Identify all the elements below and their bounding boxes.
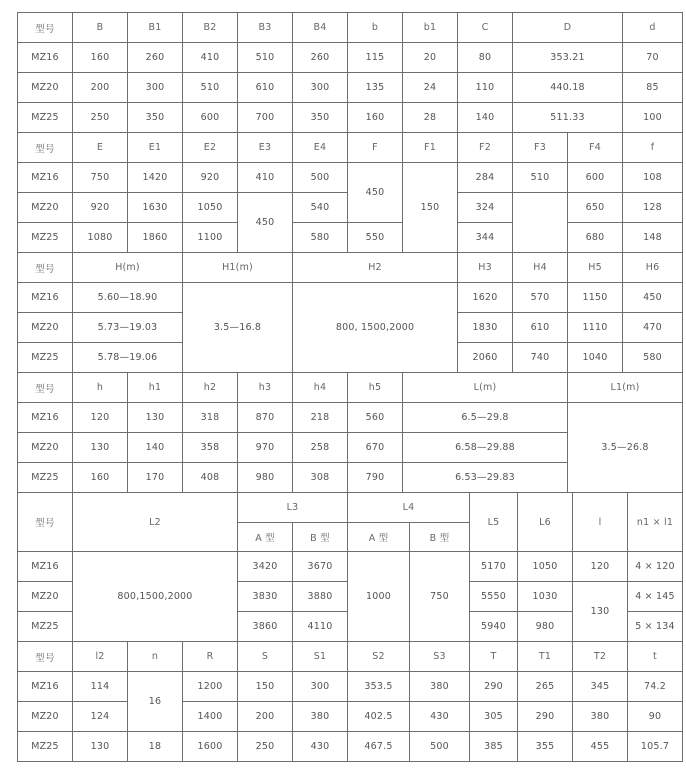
data-cell: 1050 [183, 193, 238, 223]
subheader-cell: A 型 [238, 523, 293, 552]
data-cell: 260 [293, 43, 348, 73]
data-cell: 450 [238, 193, 293, 253]
header-cell: l2 [73, 642, 128, 672]
table-row [18, 103, 683, 133]
header-cell: n1 × l1 [628, 493, 683, 552]
header-cell: B2 [183, 13, 238, 43]
subheader-cell: B 型 [293, 523, 348, 552]
data-cell: 450 [623, 283, 683, 313]
model-cell: MZ20 [18, 582, 73, 612]
data-cell: 20 [403, 43, 458, 73]
data-cell: 4 × 120 [628, 552, 683, 582]
spec-table-e [17, 132, 683, 253]
data-cell: 305 [470, 702, 518, 732]
model-cell: MZ20 [18, 193, 73, 223]
data-cell: 284 [458, 163, 513, 193]
header-cell: H6 [623, 253, 683, 283]
data-cell: 108 [623, 163, 683, 193]
data-cell: 345 [573, 672, 628, 702]
data-cell: 1830 [458, 313, 513, 343]
header-cell: B3 [238, 13, 293, 43]
model-cell: MZ25 [18, 463, 73, 493]
table-row [18, 702, 683, 732]
header-cell: 型号 [18, 642, 73, 672]
data-cell: 80 [458, 43, 513, 73]
data-cell: 1000 [348, 552, 410, 642]
data-cell: 358 [183, 433, 238, 463]
data-cell: 250 [73, 103, 128, 133]
spec-table-l [17, 492, 683, 642]
model-cell: MZ16 [18, 43, 73, 73]
header-row [18, 133, 683, 163]
data-cell: 510 [238, 43, 293, 73]
header-row [18, 373, 683, 403]
header-cell: F [348, 133, 403, 163]
header-cell: D [513, 13, 623, 43]
data-cell: 140 [128, 433, 183, 463]
data-cell: 560 [348, 403, 403, 433]
data-cell: 290 [470, 672, 518, 702]
data-cell: 3.5—26.8 [568, 403, 683, 493]
data-cell: 800,1500,2000 [73, 552, 238, 642]
header-cell: L1(m) [568, 373, 683, 403]
header-row [18, 253, 683, 283]
data-cell: 350 [293, 103, 348, 133]
data-cell: 740 [513, 343, 568, 373]
data-cell: 260 [128, 43, 183, 73]
header-cell: S1 [293, 642, 348, 672]
data-cell: 570 [513, 283, 568, 313]
data-cell: 670 [348, 433, 403, 463]
data-cell: 540 [293, 193, 348, 223]
data-cell: 1620 [458, 283, 513, 313]
data-cell: 1150 [568, 283, 623, 313]
header-cell: B1 [128, 13, 183, 43]
header-row [18, 493, 683, 523]
data-cell: 6.58—29.88 [403, 433, 568, 463]
model-cell: MZ25 [18, 612, 73, 642]
model-cell: MZ16 [18, 163, 73, 193]
data-cell: 3420 [238, 552, 293, 582]
data-cell: 85 [623, 73, 683, 103]
data-cell: 5940 [470, 612, 518, 642]
data-cell: 1030 [518, 582, 573, 612]
data-cell: 90 [628, 702, 683, 732]
data-cell: 140 [458, 103, 513, 133]
data-cell: 5.73—19.03 [73, 313, 183, 343]
header-cell: h4 [293, 373, 348, 403]
data-cell: 3860 [238, 612, 293, 642]
data-cell: 300 [128, 73, 183, 103]
data-cell: 148 [623, 223, 683, 253]
data-cell: 1400 [183, 702, 238, 732]
data-cell: 870 [238, 403, 293, 433]
header-cell: 型号 [18, 493, 73, 552]
data-cell: 510 [513, 163, 568, 193]
data-cell: 750 [410, 552, 470, 642]
header-cell: E [73, 133, 128, 163]
header-row [18, 13, 683, 43]
header-cell: S2 [348, 642, 410, 672]
spec-table-h-small [17, 372, 683, 493]
model-cell: MZ16 [18, 672, 73, 702]
data-cell: 1050 [518, 552, 573, 582]
table-row [18, 283, 683, 313]
header-cell: T [470, 642, 518, 672]
data-cell: 100 [623, 103, 683, 133]
data-cell: 440.18 [513, 73, 623, 103]
header-cell: 型号 [18, 253, 73, 283]
data-cell: 130 [73, 732, 128, 762]
data-cell: 6.5—29.8 [403, 403, 568, 433]
spec-table-h [17, 252, 683, 373]
table-row [18, 672, 683, 702]
data-cell: 700 [238, 103, 293, 133]
data-cell: 790 [348, 463, 403, 493]
header-cell: F1 [403, 133, 458, 163]
header-cell: L5 [470, 493, 518, 552]
data-cell: 920 [73, 193, 128, 223]
data-cell: 800, 1500,2000 [293, 283, 458, 373]
header-cell: T1 [518, 642, 573, 672]
header-row [18, 642, 683, 672]
spec-table-b [17, 12, 683, 133]
table-row [18, 43, 683, 73]
header-cell: L3 [238, 493, 348, 523]
data-cell: 324 [458, 193, 513, 223]
data-cell: 6.53—29.83 [403, 463, 568, 493]
model-cell: MZ20 [18, 73, 73, 103]
header-cell: F2 [458, 133, 513, 163]
data-cell: 5.78—19.06 [73, 343, 183, 373]
header-cell: h3 [238, 373, 293, 403]
data-cell: 408 [183, 463, 238, 493]
model-cell: MZ20 [18, 313, 73, 343]
header-cell: H1(m) [183, 253, 293, 283]
table-row [18, 223, 683, 253]
table-row [18, 403, 683, 433]
data-cell: 200 [238, 702, 293, 732]
data-cell: 200 [73, 73, 128, 103]
header-cell: n [128, 642, 183, 672]
data-cell: 1080 [73, 223, 128, 253]
table-row [18, 732, 683, 762]
data-cell: 650 [568, 193, 623, 223]
data-cell: 16 [128, 672, 183, 732]
data-cell: 3.5—16.8 [183, 283, 293, 373]
model-cell: MZ16 [18, 552, 73, 582]
data-cell: 1110 [568, 313, 623, 343]
data-cell: 410 [238, 163, 293, 193]
data-cell: 250 [238, 732, 293, 762]
data-cell: 4110 [293, 612, 348, 642]
data-cell: 1200 [183, 672, 238, 702]
header-cell: L(m) [403, 373, 568, 403]
data-cell: 600 [183, 103, 238, 133]
data-cell: 380 [293, 702, 348, 732]
model-cell: MZ25 [18, 103, 73, 133]
data-cell: 550 [348, 223, 403, 253]
header-cell: d [623, 13, 683, 43]
model-cell: MZ16 [18, 283, 73, 313]
spec-table-s [17, 641, 683, 762]
header-cell: S3 [410, 642, 470, 672]
header-cell: L6 [518, 493, 573, 552]
header-cell: b1 [403, 13, 458, 43]
data-cell: 455 [573, 732, 628, 762]
header-cell: E3 [238, 133, 293, 163]
data-cell: 308 [293, 463, 348, 493]
data-cell: 18 [128, 732, 183, 762]
data-cell: 1860 [128, 223, 183, 253]
header-cell: L4 [348, 493, 470, 523]
data-cell: 3830 [238, 582, 293, 612]
data-cell: 580 [293, 223, 348, 253]
header-cell: H2 [293, 253, 458, 283]
data-cell: 450 [348, 163, 403, 223]
data-cell: 750 [73, 163, 128, 193]
header-cell: h5 [348, 373, 403, 403]
data-cell: 290 [518, 702, 573, 732]
data-cell: 1040 [568, 343, 623, 373]
header-cell: C [458, 13, 513, 43]
data-cell: 970 [238, 433, 293, 463]
data-cell: 470 [623, 313, 683, 343]
data-cell: 70 [623, 43, 683, 73]
data-cell: 150 [403, 163, 458, 253]
data-cell: 160 [73, 463, 128, 493]
header-cell: F4 [568, 133, 623, 163]
data-cell: 1420 [128, 163, 183, 193]
data-cell: 5170 [470, 552, 518, 582]
data-cell: 318 [183, 403, 238, 433]
data-cell: 920 [183, 163, 238, 193]
data-cell: 160 [348, 103, 403, 133]
data-cell: 410 [183, 43, 238, 73]
data-cell: 130 [573, 582, 628, 642]
model-cell: MZ25 [18, 223, 73, 253]
data-cell: 114 [73, 672, 128, 702]
header-cell: t [628, 642, 683, 672]
data-cell: 170 [128, 463, 183, 493]
model-cell: MZ16 [18, 403, 73, 433]
data-cell: 128 [623, 193, 683, 223]
header-cell: H4 [513, 253, 568, 283]
header-cell: E2 [183, 133, 238, 163]
data-cell: 430 [410, 702, 470, 732]
header-cell: b [348, 13, 403, 43]
data-cell: 120 [73, 403, 128, 433]
data-cell: 600 [568, 163, 623, 193]
data-cell: 258 [293, 433, 348, 463]
model-cell: MZ25 [18, 343, 73, 373]
data-cell: 430 [293, 732, 348, 762]
header-cell: H5 [568, 253, 623, 283]
data-cell: 2060 [458, 343, 513, 373]
data-cell: 150 [238, 672, 293, 702]
data-cell: 5.60—18.90 [73, 283, 183, 313]
data-cell: 1100 [183, 223, 238, 253]
data-cell [513, 193, 568, 253]
data-cell: 74.2 [628, 672, 683, 702]
table-row [18, 163, 683, 193]
model-cell: MZ20 [18, 433, 73, 463]
header-cell: H(m) [73, 253, 183, 283]
data-cell: 350 [128, 103, 183, 133]
header-cell: B4 [293, 13, 348, 43]
header-cell: T2 [573, 642, 628, 672]
data-cell: 5 × 134 [628, 612, 683, 642]
data-cell: 300 [293, 73, 348, 103]
data-cell: 380 [573, 702, 628, 732]
data-cell: 344 [458, 223, 513, 253]
data-cell: 385 [470, 732, 518, 762]
data-cell: 105.7 [628, 732, 683, 762]
table-row [18, 73, 683, 103]
data-cell: 1600 [183, 732, 238, 762]
header-cell: F3 [513, 133, 568, 163]
data-cell: 124 [73, 702, 128, 732]
data-cell: 110 [458, 73, 513, 103]
header-cell: 型号 [18, 13, 73, 43]
header-cell: E4 [293, 133, 348, 163]
data-cell: 130 [73, 433, 128, 463]
header-cell: f [623, 133, 683, 163]
data-cell: 135 [348, 73, 403, 103]
header-cell: 型号 [18, 373, 73, 403]
data-cell: 3670 [293, 552, 348, 582]
header-cell: S [238, 642, 293, 672]
data-cell: 353.5 [348, 672, 410, 702]
model-cell: MZ25 [18, 732, 73, 762]
data-cell: 467.5 [348, 732, 410, 762]
header-cell: H3 [458, 253, 513, 283]
data-cell: 130 [128, 403, 183, 433]
data-cell: 500 [410, 732, 470, 762]
header-cell: B [73, 13, 128, 43]
data-cell: 1630 [128, 193, 183, 223]
data-cell: 380 [410, 672, 470, 702]
data-cell: 402.5 [348, 702, 410, 732]
data-cell: 500 [293, 163, 348, 193]
data-cell: 5550 [470, 582, 518, 612]
data-cell: 115 [348, 43, 403, 73]
subheader-cell: B 型 [410, 523, 470, 552]
data-cell: 160 [73, 43, 128, 73]
data-cell: 353.21 [513, 43, 623, 73]
header-cell: R [183, 642, 238, 672]
data-cell: 265 [518, 672, 573, 702]
data-cell: 510 [183, 73, 238, 103]
data-cell: 4 × 145 [628, 582, 683, 612]
header-cell: h2 [183, 373, 238, 403]
spec-sheet [17, 12, 684, 762]
data-cell: 218 [293, 403, 348, 433]
data-cell: 980 [518, 612, 573, 642]
data-cell: 980 [238, 463, 293, 493]
data-cell: 355 [518, 732, 573, 762]
header-cell: E1 [128, 133, 183, 163]
subheader-cell: A 型 [348, 523, 410, 552]
header-cell: h1 [128, 373, 183, 403]
header-cell: l [573, 493, 628, 552]
table-row [18, 552, 683, 582]
data-cell: 511.33 [513, 103, 623, 133]
data-cell: 610 [513, 313, 568, 343]
data-cell: 3880 [293, 582, 348, 612]
header-cell: h [73, 373, 128, 403]
data-cell: 680 [568, 223, 623, 253]
data-cell: 24 [403, 73, 458, 103]
model-cell: MZ20 [18, 702, 73, 732]
header-cell: L2 [73, 493, 238, 552]
data-cell: 580 [623, 343, 683, 373]
data-cell: 28 [403, 103, 458, 133]
data-cell: 300 [293, 672, 348, 702]
data-cell: 610 [238, 73, 293, 103]
header-cell: 型号 [18, 133, 73, 163]
data-cell: 120 [573, 552, 628, 582]
